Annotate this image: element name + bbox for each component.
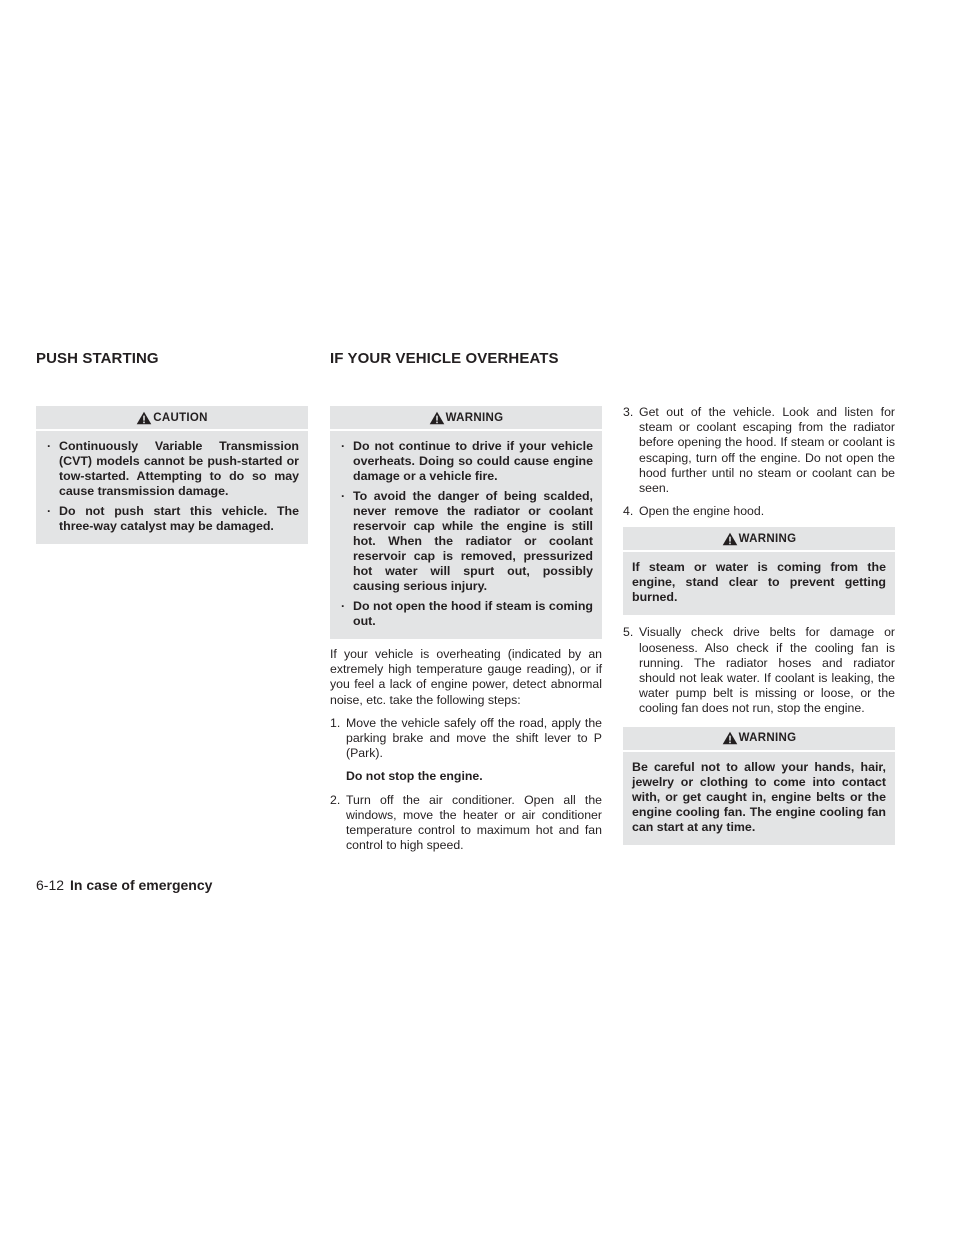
column-left [36,406,308,552]
warning-triangle-icon [136,411,152,425]
step-2 [330,793,602,854]
chapter-title: In case of emergency [70,877,213,893]
warning-box-title: WARNING [738,732,797,745]
warning-triangle-icon [722,731,738,745]
caution-item: · Continuously Variable Transmission (CVT) models cannot be push-started or tow-started. Attempting to do so may cause transmission damage. [45,439,299,499]
step-number: 3. [623,405,634,419]
step-text: Visually check drive belts for damage or looseness. Also check if the cooling fan is running. The radiator hoses and radiator should not leak water. If coolant is leaking, the water pump belt is missing or loose, or the cooling fan does not run, stop the engine. [639,625,895,716]
warning-triangle-icon [429,411,445,425]
warning-item: · To avoid the danger of being scalded, never remove the radiator or coolant reservoir cap while the engine is still hot. When the radiator or coolant reservoir cap is removed, pressurized hot water will spurt out, possibly causing serious injury. [339,489,593,594]
step-text: Turn off the air conditioner. Open all the windows, move the heater or air conditioner temperature control to maximum hot and fan control to high speed. [346,792,602,853]
warning-text: Be careful not to allow your hands, hair, jewelry or clothing to come into contact with, or get caught in, engine belts or the engine cooling fan. The engine cooling fan can start at any time. [632,759,886,834]
warning-box-steam [623,527,895,615]
caution-box [36,406,308,544]
warning-item: · Do not continue to drive if your vehicle overheats. Doing so could cause engine damage or a vehicle fire. [339,439,593,484]
intro-paragraph: If your vehicle is overheating (indicated by an extremely high temperature gauge reading), or if you feel a lack of engine power, detect abnormal noise, etc. take the following steps: [330,647,602,707]
step-text: Open the engine hood. [639,504,765,519]
step-1 [330,716,602,762]
warning-item: · Do not open the hood if steam is coming out. [339,599,593,629]
warning-text: If steam or water is coming from the engine, stand clear to prevent getting burned. [632,560,886,605]
step-5 [623,625,895,716]
warning-box-header [623,527,895,552]
step-text: Move the vehicle safely off the road, apply the parking brake and move the shift lever to P (Park). [346,715,602,761]
step-1-note: Do not stop the engine. [346,769,483,784]
warning-box-title: WARNING [445,411,504,424]
page-number: 6-12 [36,877,65,893]
warning-box-fan [623,727,895,845]
step-text: Get out of the vehicle. Look and listen for steam or coolant escaping from the radiator before opening the hood. If steam or coolant is escaping, turn off the engine. Do not open the hood further until no steam or coolant can be seen. [639,405,895,496]
warning-box-header [623,727,895,752]
step-3 [623,405,895,496]
caution-box-header [36,406,308,431]
warning-box-header [330,406,602,431]
section-heading-overheats: IF YOUR VEHICLE OVERHEATS [330,350,559,367]
section-heading-push-starting: PUSH STARTING [36,350,159,367]
warning-box-overheat [330,406,602,639]
caution-box-title: CAUTION [153,411,208,424]
warning-triangle-icon [722,532,738,546]
step-number: 2. [330,792,341,807]
step-number: 4. [623,504,634,519]
column-right [623,405,895,853]
step-number: 1. [330,715,341,730]
caution-item: · Do not push start this vehicle. The three-way catalyst may be damaged. [45,504,299,534]
column-middle [330,406,602,861]
step-4 [623,504,895,519]
page-footer [36,877,212,893]
warning-box-title: WARNING [738,532,797,545]
step-number: 5. [623,625,634,640]
